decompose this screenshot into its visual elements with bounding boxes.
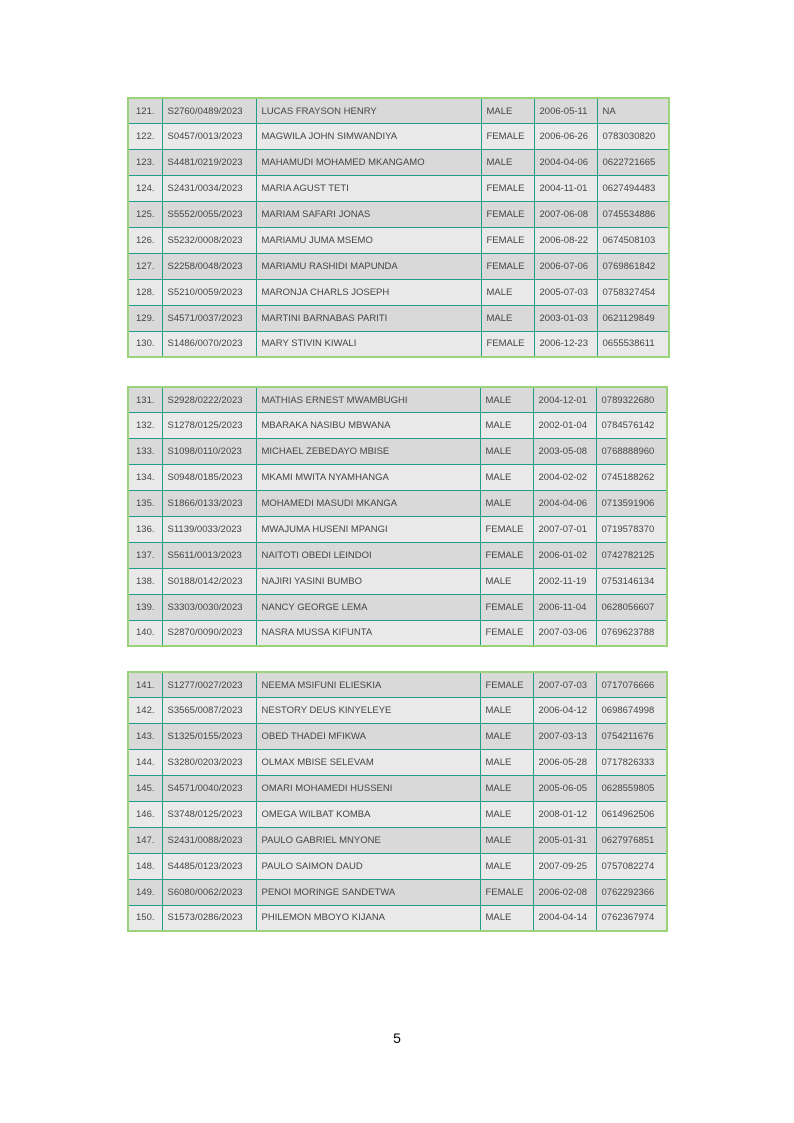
registration-number-cell: S1139/0033/2023 <box>162 516 256 542</box>
table-row <box>128 465 667 491</box>
student-name-cell: MICHAEL ZEBEDAYO MBISE <box>256 439 480 465</box>
gender-cell: MALE <box>481 150 534 176</box>
registration-number-cell: S4485/0123/2023 <box>162 853 256 879</box>
student-name-cell: MBARAKA NASIBU MBWANA <box>256 413 480 439</box>
registration-number-cell: S1278/0125/2023 <box>162 413 256 439</box>
birth-date-cell: 2007-09-25 <box>533 853 596 879</box>
table-row <box>128 202 669 228</box>
student-name-cell: NEEMA MSIFUNI ELIESKIA <box>256 672 480 698</box>
registration-number-cell: S0948/0185/2023 <box>162 465 256 491</box>
gender-cell: MALE <box>480 827 533 853</box>
gender-cell: FEMALE <box>480 542 533 568</box>
gender-cell: FEMALE <box>481 331 534 357</box>
birth-date-cell: 2007-06-08 <box>534 202 597 228</box>
gender-cell: MALE <box>480 439 533 465</box>
birth-date-cell: 2002-11-19 <box>533 568 596 594</box>
phone-number-cell: 0698674998 <box>596 698 667 724</box>
student-name-cell: OMARI MOHAMEDI HUSSENI <box>256 776 480 802</box>
student-name-cell: MATHIAS ERNEST MWAMBUGHI <box>256 387 480 413</box>
row-number-cell: 134. <box>128 465 162 491</box>
birth-date-cell: 2004-12-01 <box>533 387 596 413</box>
row-number-cell: 135. <box>128 491 162 517</box>
birth-date-cell: 2006-11-04 <box>533 594 596 620</box>
registration-number-cell: S6080/0062/2023 <box>162 879 256 905</box>
table-row <box>128 594 667 620</box>
table-row <box>128 801 667 827</box>
registration-number-cell: S4571/0037/2023 <box>162 305 256 331</box>
table-row <box>128 750 667 776</box>
registration-number-cell: S2870/0090/2023 <box>162 620 256 646</box>
gender-cell: MALE <box>481 98 534 124</box>
birth-date-cell: 2004-04-14 <box>533 905 596 931</box>
gender-cell: MALE <box>480 750 533 776</box>
birth-date-cell: 2002-01-04 <box>533 413 596 439</box>
student-name-cell: OBED THADEI MFIKWA <box>256 724 480 750</box>
gender-cell: FEMALE <box>481 227 534 253</box>
birth-date-cell: 2006-06-26 <box>534 124 597 150</box>
phone-number-cell: 0674508103 <box>597 227 669 253</box>
table-row <box>128 279 669 305</box>
gender-cell: MALE <box>481 279 534 305</box>
registration-number-cell: S1277/0027/2023 <box>162 672 256 698</box>
phone-number-cell: 0757082274 <box>596 853 667 879</box>
student-name-cell: MARONJA CHARLS JOSEPH <box>256 279 481 305</box>
registration-number-cell: S1573/0286/2023 <box>162 905 256 931</box>
table-row <box>128 853 667 879</box>
registration-number-cell: S3303/0030/2023 <box>162 594 256 620</box>
student-name-cell: PENOI MORINGE SANDETWA <box>256 879 480 905</box>
table-row <box>128 124 669 150</box>
registration-number-cell: S2431/0034/2023 <box>162 176 256 202</box>
registration-number-cell: S3280/0203/2023 <box>162 750 256 776</box>
phone-number-cell: 0628056607 <box>596 594 667 620</box>
birth-date-cell: 2004-11-01 <box>534 176 597 202</box>
row-number-cell: 140. <box>128 620 162 646</box>
phone-number-cell: 0627976851 <box>596 827 667 853</box>
row-number-cell: 146. <box>128 801 162 827</box>
row-number-cell: 128. <box>128 279 162 305</box>
student-table-1 <box>127 97 670 358</box>
row-number-cell: 133. <box>128 439 162 465</box>
student-table-2 <box>127 386 668 647</box>
gender-cell: FEMALE <box>481 176 534 202</box>
birth-date-cell: 2007-03-13 <box>533 724 596 750</box>
birth-date-cell: 2006-05-28 <box>533 750 596 776</box>
student-name-cell: MARIAMU RASHIDI MAPUNDA <box>256 253 481 279</box>
table-row <box>128 827 667 853</box>
phone-number-cell: 0742782125 <box>596 542 667 568</box>
row-number-cell: 125. <box>128 202 162 228</box>
student-name-cell: MARY STIVIN KIWALI <box>256 331 481 357</box>
table-row <box>128 542 667 568</box>
student-name-cell: MWAJUMA HUSENI MPANGI <box>256 516 480 542</box>
student-name-cell: MARIA AGUST TETI <box>256 176 481 202</box>
student-name-cell: LUCAS FRAYSON HENRY <box>256 98 481 124</box>
table-row <box>128 568 667 594</box>
phone-number-cell: 0762367974 <box>596 905 667 931</box>
gender-cell: FEMALE <box>481 202 534 228</box>
phone-number-cell: 0768888960 <box>596 439 667 465</box>
table-row <box>128 413 667 439</box>
registration-number-cell: S1325/0155/2023 <box>162 724 256 750</box>
row-number-cell: 138. <box>128 568 162 594</box>
table-row <box>128 620 667 646</box>
table-row <box>128 672 667 698</box>
registration-number-cell: S4481/0219/2023 <box>162 150 256 176</box>
birth-date-cell: 2006-04-12 <box>533 698 596 724</box>
student-name-cell: NASRA MUSSA KIFUNTA <box>256 620 480 646</box>
phone-number-cell: 0745188262 <box>596 465 667 491</box>
registration-number-cell: S1866/0133/2023 <box>162 491 256 517</box>
row-number-cell: 137. <box>128 542 162 568</box>
birth-date-cell: 2007-07-01 <box>533 516 596 542</box>
birth-date-cell: 2006-07-06 <box>534 253 597 279</box>
gender-cell: MALE <box>480 465 533 491</box>
phone-number-cell: 0784576142 <box>596 413 667 439</box>
registration-number-cell: S0188/0142/2023 <box>162 568 256 594</box>
table-row <box>128 98 669 124</box>
birth-date-cell: 2006-08-22 <box>534 227 597 253</box>
phone-number-cell: 0628559805 <box>596 776 667 802</box>
phone-number-cell: 0717826333 <box>596 750 667 776</box>
gender-cell: MALE <box>481 305 534 331</box>
phone-number-cell: 0783030820 <box>597 124 669 150</box>
phone-number-cell: 0758327454 <box>597 279 669 305</box>
birth-date-cell: 2006-12-23 <box>534 331 597 357</box>
table-row <box>128 253 669 279</box>
student-name-cell: PAULO SAIMON DAUD <box>256 853 480 879</box>
table-row <box>128 776 667 802</box>
phone-number-cell: 0713591906 <box>596 491 667 517</box>
table-row <box>128 331 669 357</box>
row-number-cell: 131. <box>128 387 162 413</box>
gender-cell: MALE <box>480 568 533 594</box>
student-table-3 <box>127 671 668 932</box>
student-name-cell: PHILEMON MBOYO KIJANA <box>256 905 480 931</box>
student-name-cell: NESTORY DEUS KINYELEYE <box>256 698 480 724</box>
gender-cell: FEMALE <box>480 620 533 646</box>
registration-number-cell: S2431/0088/2023 <box>162 827 256 853</box>
gender-cell: MALE <box>480 724 533 750</box>
row-number-cell: 141. <box>128 672 162 698</box>
student-name-cell: MARTINI BARNABAS PARITI <box>256 305 481 331</box>
row-number-cell: 136. <box>128 516 162 542</box>
gender-cell: FEMALE <box>480 516 533 542</box>
gender-cell: FEMALE <box>480 594 533 620</box>
phone-number-cell: 0753146134 <box>596 568 667 594</box>
phone-number-cell: 0769861842 <box>597 253 669 279</box>
row-number-cell: 147. <box>128 827 162 853</box>
table-row <box>128 227 669 253</box>
table-row <box>128 698 667 724</box>
student-name-cell: NAITOTI OBEDI LEINDOI <box>256 542 480 568</box>
row-number-cell: 130. <box>128 331 162 357</box>
table-row <box>128 879 667 905</box>
phone-number-cell: 0762292366 <box>596 879 667 905</box>
table-row <box>128 150 669 176</box>
birth-date-cell: 2005-06-05 <box>533 776 596 802</box>
table-row <box>128 176 669 202</box>
birth-date-cell: 2004-02-02 <box>533 465 596 491</box>
registration-number-cell: S4571/0040/2023 <box>162 776 256 802</box>
student-name-cell: PAULO GABRIEL MNYONE <box>256 827 480 853</box>
registration-number-cell: S5232/0008/2023 <box>162 227 256 253</box>
page-number: 5 <box>393 1030 401 1046</box>
phone-number-cell: 0754211676 <box>596 724 667 750</box>
row-number-cell: 150. <box>128 905 162 931</box>
phone-number-cell: 0655538611 <box>597 331 669 357</box>
birth-date-cell: 2004-04-06 <box>533 491 596 517</box>
registration-number-cell: S3748/0125/2023 <box>162 801 256 827</box>
gender-cell: MALE <box>480 905 533 931</box>
student-name-cell: NANCY GEORGE LEMA <box>256 594 480 620</box>
phone-number-cell: 0789322680 <box>596 387 667 413</box>
registration-number-cell: S5210/0059/2023 <box>162 279 256 305</box>
gender-cell: FEMALE <box>481 253 534 279</box>
row-number-cell: 127. <box>128 253 162 279</box>
student-name-cell: MAGWILA JOHN SIMWANDIYA <box>256 124 481 150</box>
gender-cell: MALE <box>480 801 533 827</box>
row-number-cell: 139. <box>128 594 162 620</box>
gender-cell: MALE <box>480 491 533 517</box>
table-row <box>128 305 669 331</box>
registration-number-cell: S5611/0013/2023 <box>162 542 256 568</box>
registration-number-cell: S0457/0013/2023 <box>162 124 256 150</box>
student-name-cell: MOHAMEDI MASUDI MKANGA <box>256 491 480 517</box>
registration-number-cell: S2258/0048/2023 <box>162 253 256 279</box>
student-name-cell: OLMAX MBISE SELEVAM <box>256 750 480 776</box>
birth-date-cell: 2003-05-08 <box>533 439 596 465</box>
registration-number-cell: S5552/0055/2023 <box>162 202 256 228</box>
birth-date-cell: 2006-02-08 <box>533 879 596 905</box>
table-row <box>128 491 667 517</box>
phone-number-cell: 0769623788 <box>596 620 667 646</box>
phone-number-cell: 0719578370 <box>596 516 667 542</box>
gender-cell: FEMALE <box>480 879 533 905</box>
student-name-cell: NAJIRI YASINI BUMBO <box>256 568 480 594</box>
row-number-cell: 122. <box>128 124 162 150</box>
phone-number-cell: 0745534886 <box>597 202 669 228</box>
registration-number-cell: S1486/0070/2023 <box>162 331 256 357</box>
registration-number-cell: S1098/0110/2023 <box>162 439 256 465</box>
gender-cell: MALE <box>480 698 533 724</box>
birth-date-cell: 2003-01-03 <box>534 305 597 331</box>
table-row <box>128 439 667 465</box>
row-number-cell: 144. <box>128 750 162 776</box>
registration-number-cell: S3565/0087/2023 <box>162 698 256 724</box>
student-name-cell: MARIAM SAFARI JONAS <box>256 202 481 228</box>
birth-date-cell: 2005-01-31 <box>533 827 596 853</box>
gender-cell: FEMALE <box>480 672 533 698</box>
table-row <box>128 387 667 413</box>
birth-date-cell: 2005-07-03 <box>534 279 597 305</box>
row-number-cell: 145. <box>128 776 162 802</box>
phone-number-cell: 0717076666 <box>596 672 667 698</box>
table-row <box>128 905 667 931</box>
row-number-cell: 132. <box>128 413 162 439</box>
gender-cell: MALE <box>480 853 533 879</box>
birth-date-cell: 2004-04-06 <box>534 150 597 176</box>
row-number-cell: 121. <box>128 98 162 124</box>
gender-cell: MALE <box>480 413 533 439</box>
phone-number-cell: 0627494483 <box>597 176 669 202</box>
phone-number-cell: 0614962506 <box>596 801 667 827</box>
row-number-cell: 129. <box>128 305 162 331</box>
phone-number-cell: 0621129849 <box>597 305 669 331</box>
row-number-cell: 142. <box>128 698 162 724</box>
row-number-cell: 123. <box>128 150 162 176</box>
registration-number-cell: S2760/0489/2023 <box>162 98 256 124</box>
row-number-cell: 143. <box>128 724 162 750</box>
birth-date-cell: 2008-01-12 <box>533 801 596 827</box>
phone-number-cell: 0622721665 <box>597 150 669 176</box>
registration-number-cell: S2928/0222/2023 <box>162 387 256 413</box>
birth-date-cell: 2007-03-06 <box>533 620 596 646</box>
birth-date-cell: 2006-05-11 <box>534 98 597 124</box>
student-name-cell: MKAMI MWITA NYAMHANGA <box>256 465 480 491</box>
table-row <box>128 724 667 750</box>
student-name-cell: MAHAMUDI MOHAMED MKANGAMO <box>256 150 481 176</box>
row-number-cell: 126. <box>128 227 162 253</box>
gender-cell: FEMALE <box>481 124 534 150</box>
row-number-cell: 148. <box>128 853 162 879</box>
birth-date-cell: 2007-07-03 <box>533 672 596 698</box>
phone-number-cell: NA <box>597 98 669 124</box>
gender-cell: MALE <box>480 387 533 413</box>
table-row <box>128 516 667 542</box>
row-number-cell: 124. <box>128 176 162 202</box>
student-name-cell: MARIAMU JUMA MSEMO <box>256 227 481 253</box>
row-number-cell: 149. <box>128 879 162 905</box>
student-name-cell: OMEGA WILBAT KOMBA <box>256 801 480 827</box>
gender-cell: MALE <box>480 776 533 802</box>
birth-date-cell: 2006-01-02 <box>533 542 596 568</box>
